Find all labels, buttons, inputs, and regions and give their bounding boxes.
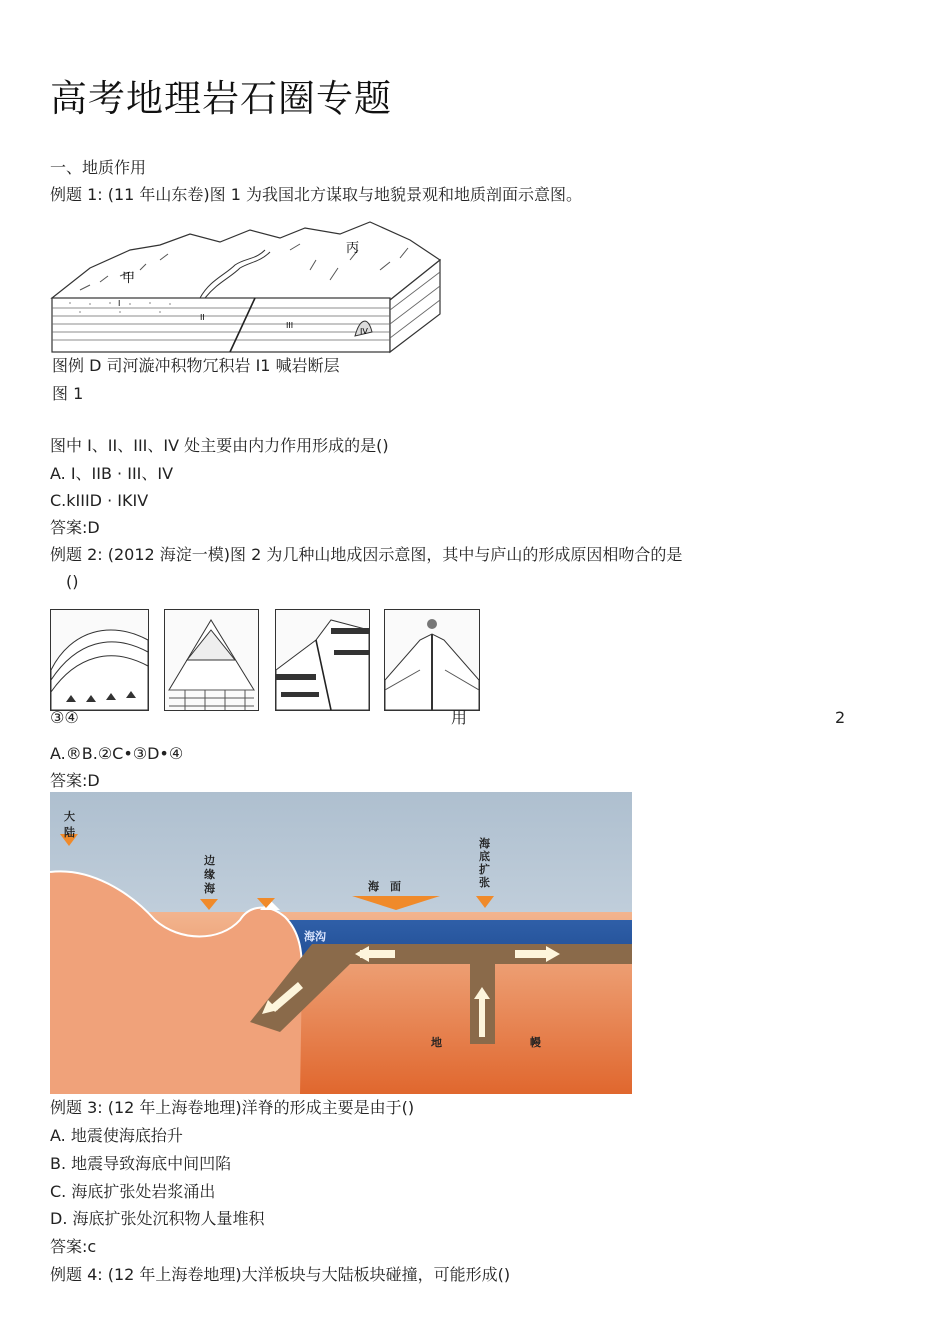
figure2-panel-1	[50, 609, 149, 711]
label-mantle-right: 幔	[530, 1036, 541, 1049]
figure1-block-diagram	[50, 220, 442, 354]
example3-option-c: C. 海底扩张处岩浆涌出	[50, 1182, 216, 1201]
example1-option-ab: A. I、IIB · III、IV	[50, 464, 174, 483]
example2-answer: 答案:D	[50, 771, 100, 790]
label-spreading-3: 扩	[479, 863, 490, 876]
label-ii: II	[200, 313, 205, 322]
label-marginal-sea-2: 缘	[204, 868, 215, 881]
example3-stem: 例题 3: (12 年上海卷地理)洋脊的形成主要是由于()	[50, 1098, 415, 1117]
label-marginal-sea-3: 海	[204, 882, 215, 895]
example1-option-cd: C.kIIID · IKIV	[50, 491, 149, 510]
example3-option-a: A. 地震使海底抬升	[50, 1126, 183, 1145]
label-jia: 甲	[122, 271, 136, 286]
figure1-caption: 图 1	[52, 384, 84, 403]
section-heading: 一、地质作用	[50, 158, 147, 177]
example3-option-d: D. 海底扩张处沉积物人量堆积	[50, 1209, 265, 1228]
example2-options: A.®B.②C•③D•④	[50, 744, 184, 763]
example1-question: 图中 I、II、III、IV 处主要由内力作用形成的是()	[50, 436, 389, 455]
label-spreading-2: 底	[479, 850, 490, 863]
example4-stem: 例题 4: (12 年上海卷地理)大洋板块与大陆板块碰撞，可能形成()	[50, 1265, 511, 1284]
label-sea-surface: 海 面	[368, 880, 401, 893]
example3-answer: 答案:c	[50, 1237, 97, 1256]
label-i: I	[118, 299, 121, 308]
label-bing: 丙	[346, 241, 360, 256]
figure2-label-right: 2	[835, 708, 846, 727]
example3-option-b: B. 地震导致海底中间凹陷	[50, 1154, 232, 1173]
example1-stem: 例题 1: (11 年山东卷)图 1 为我国北方谋取与地貌景观和地质剖面示意图。	[50, 185, 583, 204]
example1-answer: 答案:D	[50, 518, 100, 537]
figure1-legend: 图例 D 司河漩冲积物冗积岩 I1 喊岩断层	[52, 356, 340, 375]
figure2-panel-4	[384, 609, 480, 711]
example2-stem: 例题 2: (2012 海淀一模)图 2 为几种山地成因示意图，其中与庐山的形成原因相吻合的是	[50, 545, 683, 564]
figure2-panel-2	[164, 609, 259, 711]
label-continent-2: 陆	[64, 826, 75, 839]
label-marginal-sea-1: 边	[204, 854, 215, 867]
figure2-label-mid: 用	[451, 708, 468, 727]
label-continent-1: 大	[64, 810, 75, 823]
page-title: 高考地理岩石圈专题	[50, 77, 392, 120]
label-mantle-left: 地	[431, 1036, 442, 1049]
label-spreading-1: 海	[479, 837, 490, 850]
figure2-label-left: ③④	[50, 708, 79, 727]
label-iii: III	[286, 321, 294, 330]
figure2-panel-3	[275, 609, 370, 711]
example2-stem-paren: ()	[66, 572, 79, 591]
label-spreading-4: 张	[479, 876, 490, 889]
label-iv: IV	[360, 327, 368, 336]
label-trench: 海沟	[304, 930, 326, 943]
plate-tectonics-diagram	[50, 792, 632, 1094]
